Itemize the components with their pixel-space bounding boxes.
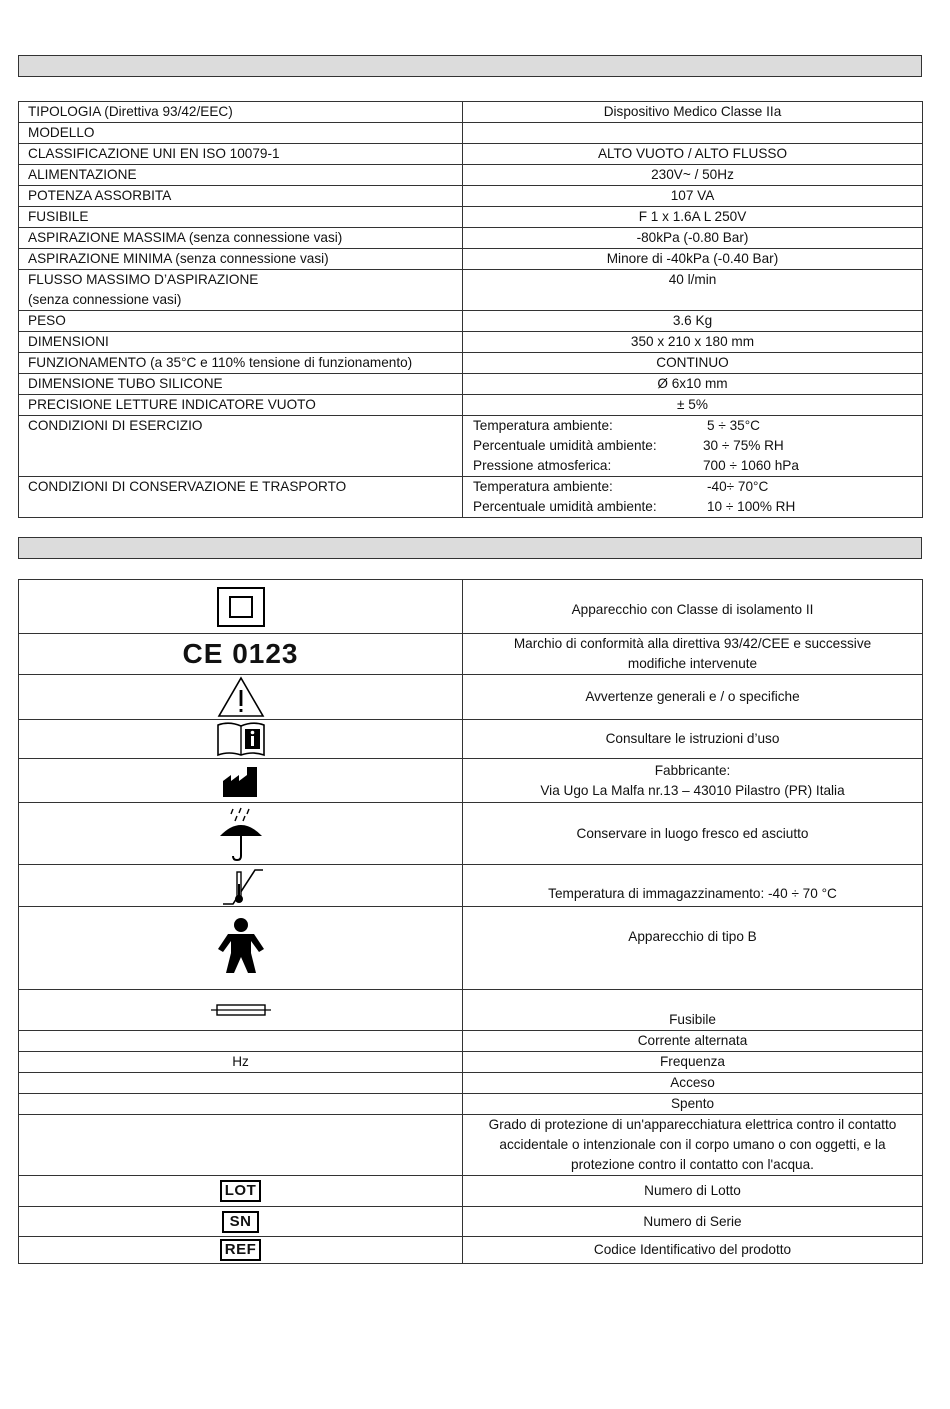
warning-triangle-icon [217,676,265,718]
spec-row: PRECISIONE LETTURE INDICATORE VUOTO ± 5% [19,395,923,416]
spec-row: DIMENSIONI 350 x 210 x 180 mm [19,332,923,353]
spec-row: FUSIBILE F 1 x 1.6A L 250V [19,207,923,228]
symbol-row: Apparecchio con Classe di isolamento II [19,580,923,634]
section-header-bar-symbols [18,537,922,559]
spec-label: FLUSSO MASSIMO D’ASPIRAZIONE [28,272,259,287]
symbol-row: Grado di protezione di un'apparecchiatura elettrica contro il contatto accidentale o intenzionale con il corpo umano o con oggetti, e la protezione contro il contatto con l'acqua. [19,1115,923,1176]
spec-row: ASPIRAZIONE MASSIMA (senza connessione vasi) -80kPa (-0.80 Bar) [19,228,923,249]
lot-icon: LOT [220,1180,262,1202]
spec-row: DIMENSIONE TUBO SILICONE Ø 6x10 mm [19,374,923,395]
symbol-row: Corrente alternata [19,1031,923,1052]
fuse-icon [211,1003,271,1017]
symbol-row: Spento [19,1094,923,1115]
symbol-row: Conservare in luogo fresco ed asciutto [19,803,923,865]
spec-row: ASPIRAZIONE MINIMA (senza connessione vasi) Minore di -40kPa (-0.40 Bar) [19,249,923,270]
symbol-row: Fabbricante: Via Ugo La Malfa nr.13 – 43010 Pilastro (PR) Italia [19,759,923,803]
symbol-row: Temperatura di immagazzinamento: -40 ÷ 70 °C [19,865,923,907]
symbol-row: Hz Frequenza [19,1052,923,1073]
manufacturer-icon [221,763,261,799]
ref-icon: REF [220,1239,262,1261]
spec-row: TIPOLOGIA (Direttiva 93/42/EEC) Dispositivo Medico Classe IIa [19,102,923,123]
spec-row: CLASSIFICAZIONE UNI EN ISO 10079-1 ALTO VUOTO / ALTO FLUSSO [19,144,923,165]
spec-row: PESO 3.6 Kg [19,311,923,332]
keep-dry-umbrella-icon [217,806,265,862]
symbol-row: Avvertenze generali e / o specifiche [19,675,923,720]
spec-row: FLUSSO MASSIMO D’ASPIRAZIONE (senza connessione vasi) 40 l/min [19,270,923,311]
spec-row: ALIMENTAZIONE 230V~ / 50Hz [19,165,923,186]
symbol-row: SN Numero di Serie [19,1207,923,1237]
storage-conditions-row: CONDIZIONI DI CONSERVAZIONE E TRASPORTO Temperatura ambiente: -40÷ 70°C Percentuale umidità ambiente: 10 ÷ 100% RH [19,477,923,518]
symbol-row: CE 0123 Marchio di conformità alla direttiva 93/42/CEE e successive modifiche intervenute [19,634,923,675]
symbol-row: Fusibile [19,990,923,1031]
symbol-row: Apparecchio di tipo B [19,907,923,990]
operating-conditions-list: Temperatura ambiente: 5 ÷ 35°C Percentuale umidità ambiente: 30 ÷ 75% RH Pressione atmosferica: 700 ÷ 1060 hPa [473,418,799,473]
spec-label-line2: (senza connessione vasi) [28,292,182,307]
symbol-row: LOT Numero di Lotto [19,1176,923,1207]
serial-number-icon: SN [222,1211,260,1233]
frequency-symbol: Hz [19,1052,463,1073]
spec-row: MODELLO [19,123,923,144]
symbol-row: REF Codice Identificativo del prodotto [19,1237,923,1264]
class-ii-insulation-icon [216,586,266,628]
consult-instructions-icon [216,721,266,757]
temperature-limit-icon [219,866,263,906]
symbol-row: Acceso [19,1073,923,1094]
spec-row: FUNZIONAMENTO (a 35°C e 110% tensione di funzionamento) CONTINUO [19,353,923,374]
operating-conditions-row: CONDIZIONI DI ESERCIZIO Temperatura ambiente: 5 ÷ 35°C Percentuale umidità ambiente: 30 ÷ 75% RH Pressione atmosferica: 700 ÷ 1060 hPa [19,416,923,477]
type-b-body-icon [216,917,266,975]
storage-conditions-list: Temperatura ambiente: -40÷ 70°C Percentuale umidità ambiente: 10 ÷ 100% RH [473,479,796,514]
specifications-table [18,101,923,518]
symbol-row: Consultare le istruzioni d’uso [19,720,923,759]
ce-mark-icon: CE 0123 [182,638,299,669]
spec-row: POTENZA ASSORBITA 107 VA [19,186,923,207]
symbols-table [18,579,923,1264]
section-header-bar-specs [18,55,922,77]
